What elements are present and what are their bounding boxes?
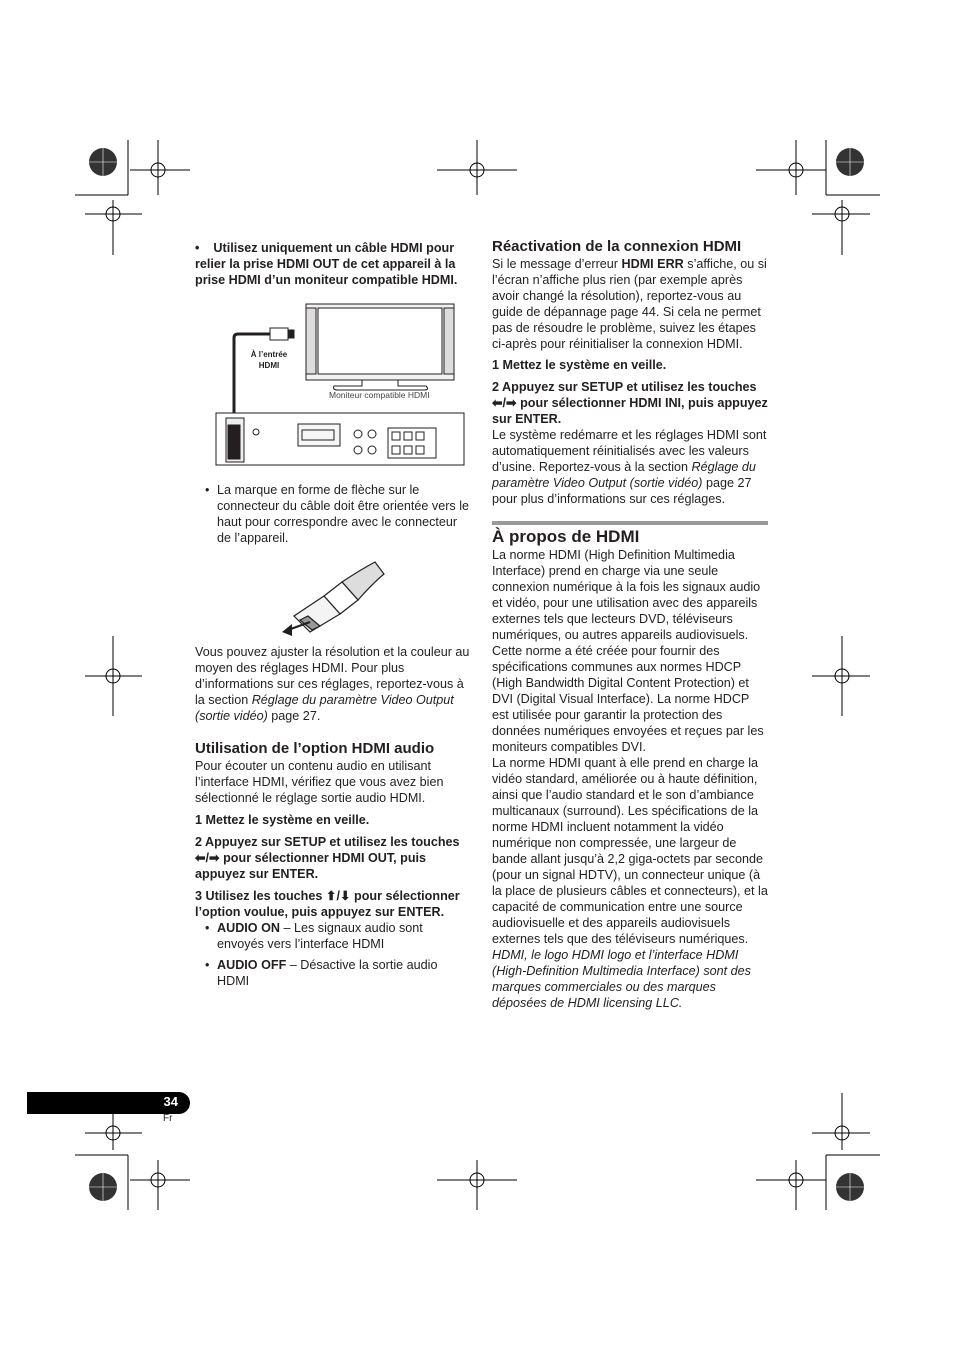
section-divider bbox=[492, 521, 768, 525]
left-right-arrow-icon: ⬅/➡ bbox=[195, 851, 220, 865]
audio-step-1: 1 Mettez le système en veille. bbox=[195, 813, 370, 827]
about-paragraph-2: La norme HDMI quant à elle prend en charge la vidéo standard, améliorée ou à haute définition, ainsi que l’audio standard et le son d’ambiance multicanaux (surround). Les spécifications de la norme HDMI incluent notamment la vidéo numérique non compressée, une largeur de bande allant jusqu’à 2,2 giga-octets par seconde (pour un signal HDTV), un connecteur unique (à la place de plusieurs câbles et connecteurs), et la capacité de communication entre une source audiovisuelle et des appareils audiovisuels externes tels que des téléviseurs numériques. bbox=[492, 756, 768, 946]
page-number: 34 bbox=[163, 1094, 178, 1109]
audio-step-3: 3 Utilisez les touches ⬆/⬇ pour sélectionner l’option voulue, puis appuyez sur ENTER. bbox=[195, 889, 460, 919]
reactivation-result: Le système redémarre et les réglages HDMI sont automatiquement réinitialisés avec les valeurs d’usine. Reportez-vous à la section Réglage du paramètre Video Output (sortie vidéo) page 27 pour plus d’informations sur ces réglages. bbox=[492, 428, 767, 506]
left-lower bbox=[195, 644, 470, 989]
hdmi-plug-illustration bbox=[280, 560, 390, 640]
arrow-note-block bbox=[195, 482, 470, 546]
warning-bullet: • Utilisez uniquement un câble HDMI pour relier la prise HDMI OUT de cet appareil à la prise HDMI d’un moniteur compatible HDMI. bbox=[195, 241, 458, 287]
option-audio-off: • AUDIO OFF – Désactive la sortie audio HDMI bbox=[205, 958, 438, 988]
page-number-box bbox=[27, 1092, 190, 1114]
bullet-dot: • bbox=[205, 958, 210, 972]
reactivation-heading: Réactivation de la connexion HDMI bbox=[492, 238, 742, 255]
reactivation-paragraph: Si le message d’erreur HDMI ERR s’affiche, ou si l’écran n’affiche plus rien (par exemple après avoir changé la résolution), reportez-vous au guide de dépannage page 44. Si cela ne permet pas de résoudre le problème, suivez les étapes ci-après pour réinitialiser la connexion HDMI. bbox=[492, 257, 767, 351]
about-paragraph-1: La norme HDMI (High Definition Multimedia Interface) prend en charge via une seule connexion numérique à la fois les signaux audio et vidéo, pour une utilisation avec des appareils externes tels que lecteurs DVD, téléviseurs numériques, ou autres appareils audiovisuels. Cette norme a été créée pour fournir des spécifications communes aux normes HDCP (High Bandwidth Digital Content Protection) et DVI (Digital Visual Interface). La norme HDCP est utilisée pour garantir la protection des données numériques envoyées et reçues par les moniteurs compatibles DVI. bbox=[492, 548, 764, 754]
up-down-arrow-icon: ⬆/⬇ bbox=[325, 889, 351, 903]
hdmi-plug-top bbox=[270, 328, 288, 340]
option-audio-on: • AUDIO ON – Les signaux audio sont envoyés vers l’interface HDMI bbox=[205, 921, 423, 951]
resolution-paragraph: Vous pouvez ajuster la résolution et la couleur au moyen des réglages HDMI. Pour plus d’informations sur ces réglages, reportez-vous à la section Réglage du paramètre Video Output (sortie vidéo) page 27. bbox=[195, 645, 470, 723]
about-heading: À propos de HDMI bbox=[492, 527, 640, 546]
bullet-dot: • bbox=[195, 241, 214, 255]
reactivation-step-1: 1 Mettez le système en veille. bbox=[492, 358, 667, 372]
arrow-note: • La marque en forme de flèche sur le connecteur du câble doit être orientée vers le haut pour correspondre avec le connecteur de l’appareil. bbox=[205, 483, 470, 545]
reactivation-step-2: 2 Appuyez sur SETUP et utilisez les touches ⬅/➡ pour sélectionner HDMI INI, puis appuyez sur ENTER. bbox=[492, 380, 768, 426]
bullet-dot: • bbox=[205, 483, 210, 497]
audio-intro: Pour écouter un contenu audio en utilisant l’interface HDMI, vérifiez que vous avez bien sélectionné le réglage sortie audio HDMI. bbox=[195, 759, 444, 805]
audio-heading: Utilisation de l’option HDMI audio bbox=[195, 740, 435, 757]
language-code: Fr bbox=[163, 1113, 173, 1124]
right-column bbox=[492, 238, 768, 1011]
hdmi-connection-diagram bbox=[212, 300, 472, 470]
monitor-label: Moniteur compatible HDMI bbox=[329, 390, 430, 400]
audio-step-2: 2 Appuyez sur SETUP et utilisez les touches ⬅/➡ pour sélectionner HDMI OUT, puis appuyez sur ENTER. bbox=[195, 835, 460, 881]
left-right-arrow-icon: ⬅/➡ bbox=[492, 396, 517, 410]
hdmi-input-label: À l’entrée HDMI bbox=[250, 350, 288, 370]
hdmi-plug-device bbox=[228, 425, 240, 459]
bullet-dot: • bbox=[205, 921, 210, 935]
left-column bbox=[195, 240, 470, 288]
about-trademark: HDMI, le logo HDMI logo et l’interface HDMI (High-Definition Multimedia Interface) sont des marques commerciales ou des marques déposées de HDMI licensing LLC. bbox=[492, 948, 751, 1010]
